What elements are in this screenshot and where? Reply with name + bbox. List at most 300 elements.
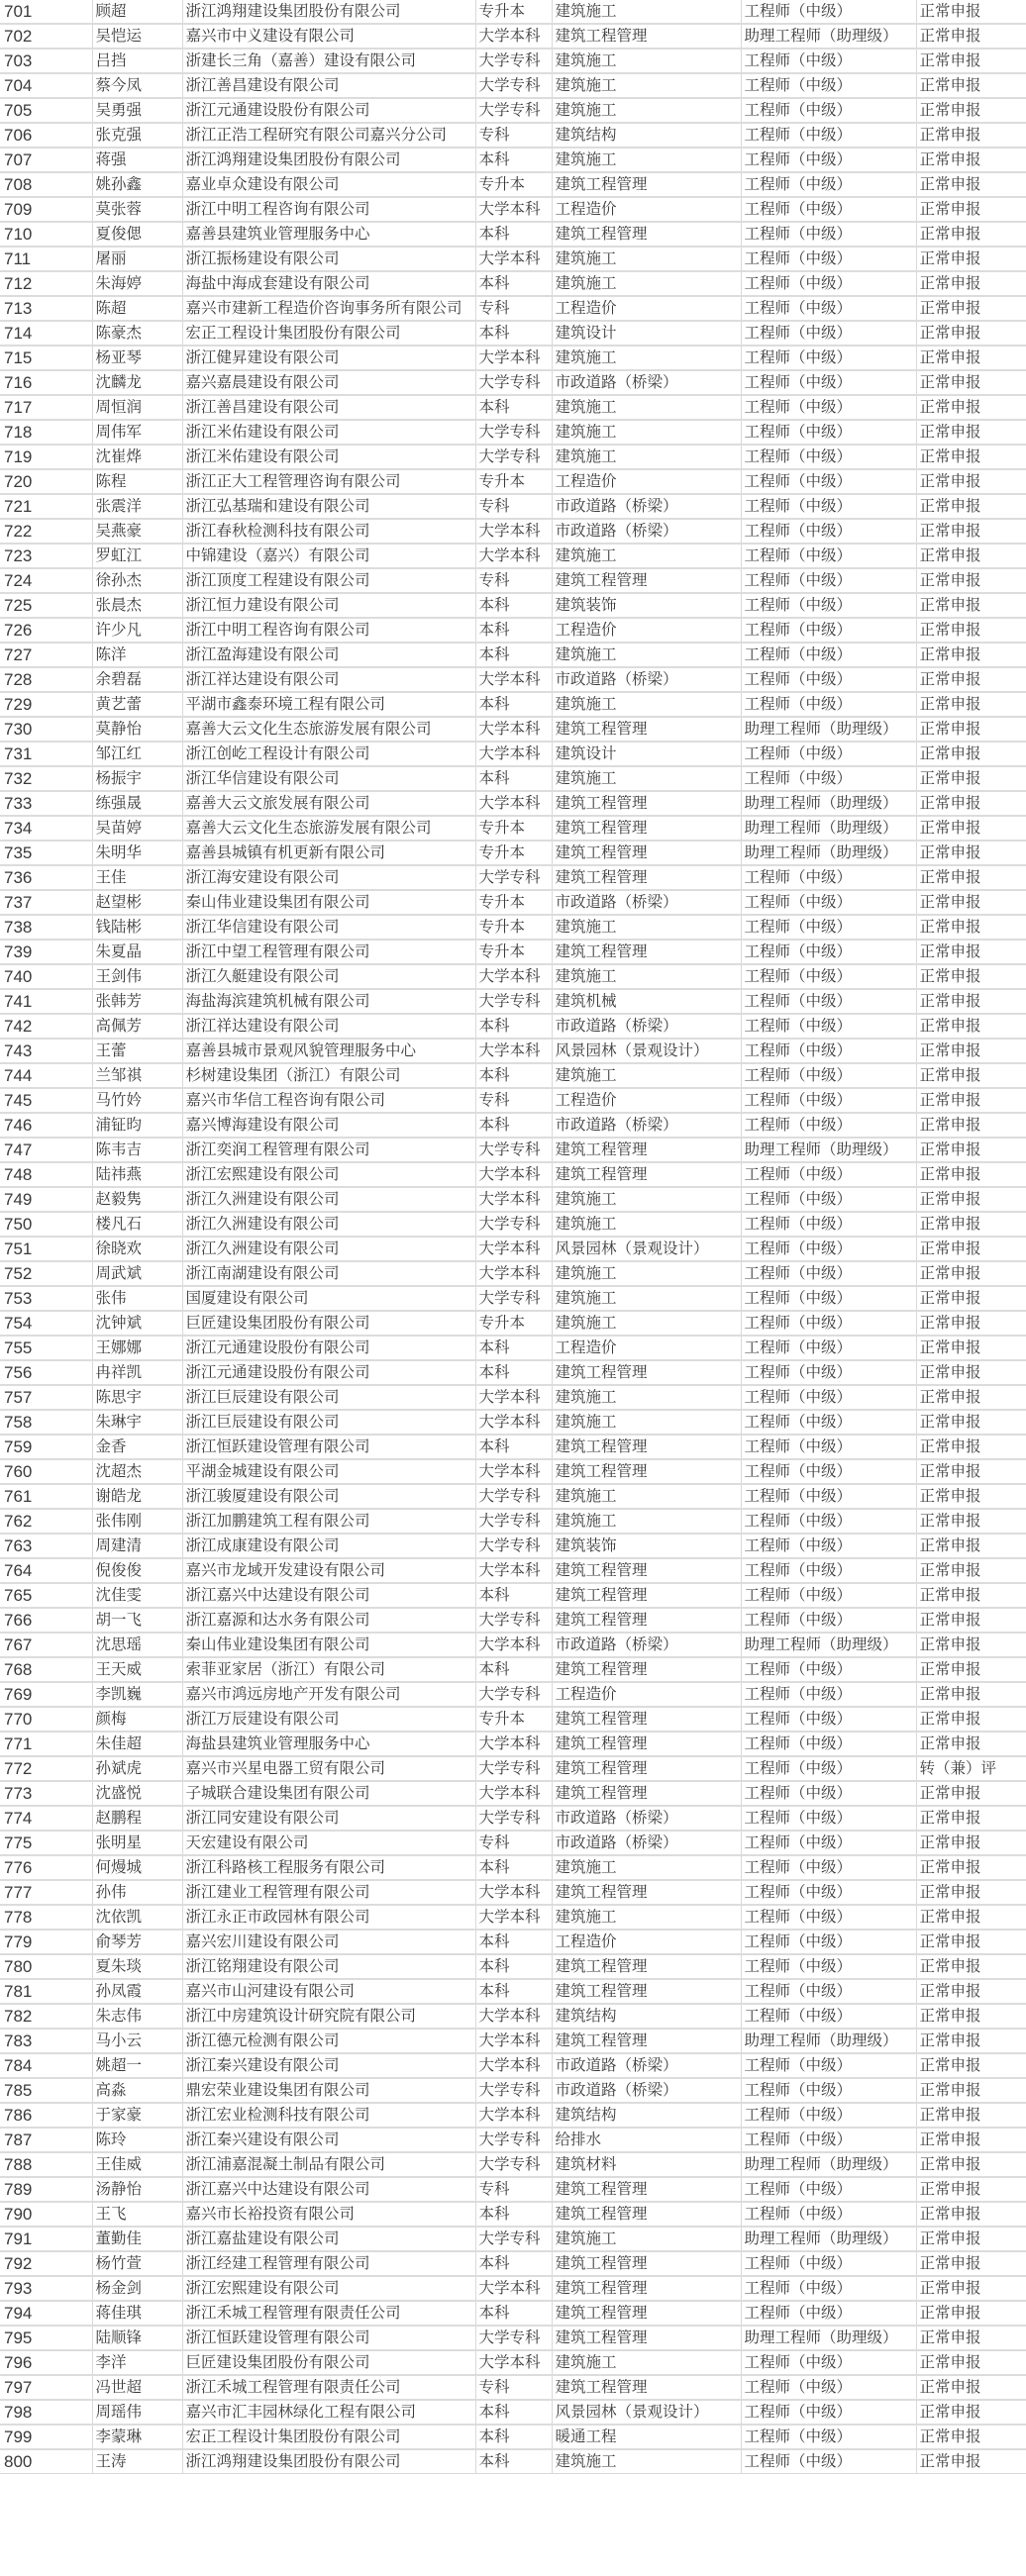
qualification-cell: 工程师（中级） (741, 1237, 916, 1261)
employer-cell: 子城联合建设集团有限公司 (182, 1781, 475, 1806)
education-cell: 本科 (475, 1435, 552, 1459)
employer-cell: 浙江科路核工程服务有限公司 (182, 1855, 475, 1880)
employer-cell: 浙江盈海建设有限公司 (182, 643, 475, 667)
application-type-cell: 正常申报 (916, 989, 1026, 1014)
applicant-name-cell: 高淼 (92, 2078, 182, 2103)
employer-cell: 平湖金城建设有限公司 (182, 1459, 475, 1484)
row-number-cell: 761 (0, 1484, 92, 1509)
major-cell: 建筑工程管理 (552, 1138, 741, 1162)
employer-cell: 浙江经建工程管理有限公司 (182, 2251, 475, 2276)
employer-cell: 浙江久洲建设有限公司 (182, 1187, 475, 1212)
application-type-cell: 正常申报 (916, 940, 1026, 964)
major-cell: 建筑工程管理 (552, 2375, 741, 2400)
application-type-cell: 正常申报 (916, 1261, 1026, 1286)
employer-cell: 浙江永正市政园林有限公司 (182, 1905, 475, 1930)
qualification-cell: 工程师（中级） (741, 865, 916, 890)
row-number-cell: 756 (0, 1360, 92, 1385)
applicant-name-cell: 王娜娜 (92, 1336, 182, 1360)
application-type-cell: 正常申报 (916, 2326, 1026, 2350)
applicant-name-cell: 杨振宇 (92, 766, 182, 791)
employer-cell: 海盐县建筑业管理服务中心 (182, 1732, 475, 1756)
table-row (0, 2301, 1026, 2326)
education-cell: 专科 (475, 123, 552, 148)
qualification-cell: 工程师（中级） (741, 1756, 916, 1781)
major-cell: 建筑施工 (552, 2350, 741, 2375)
major-cell: 风景园林（景观设计） (552, 2400, 741, 2425)
qualification-cell: 工程师（中级） (741, 2202, 916, 2227)
education-cell: 专升本 (475, 0, 552, 24)
employer-cell: 嘉兴嘉晨建设有限公司 (182, 370, 475, 395)
application-type-cell: 正常申报 (916, 1088, 1026, 1113)
major-cell: 建筑施工 (552, 445, 741, 469)
table-row (0, 692, 1026, 717)
application-type-cell: 正常申报 (916, 1930, 1026, 1954)
education-cell: 大学专科 (475, 865, 552, 890)
table-row (0, 890, 1026, 915)
major-cell: 建筑施工 (552, 1311, 741, 1336)
qualification-cell: 工程师（中级） (741, 1558, 916, 1583)
qualification-cell: 工程师（中级） (741, 1831, 916, 1855)
row-number-cell: 798 (0, 2400, 92, 2425)
table-row (0, 1583, 1026, 1608)
education-cell: 大学本科 (475, 1237, 552, 1261)
qualification-cell: 助理工程师（助理级） (741, 1138, 916, 1162)
employer-cell: 嘉兴市中义建设有限公司 (182, 24, 475, 49)
applicant-name-cell: 蒋强 (92, 148, 182, 172)
education-cell: 本科 (475, 2449, 552, 2474)
education-cell: 大学本科 (475, 247, 552, 271)
table-row (0, 1484, 1026, 1509)
education-cell: 大学本科 (475, 2053, 552, 2078)
table-row (0, 1113, 1026, 1138)
table-row (0, 742, 1026, 766)
major-cell: 市政道路（桥梁） (552, 1633, 741, 1657)
major-cell: 建筑施工 (552, 1187, 741, 1212)
employer-cell: 嘉善县城镇有机更新有限公司 (182, 841, 475, 865)
application-type-cell: 正常申报 (916, 593, 1026, 618)
qualification-cell: 工程师（中级） (741, 1286, 916, 1311)
table-row (0, 247, 1026, 271)
applicant-name-cell: 马小云 (92, 2029, 182, 2053)
application-type-cell: 正常申报 (916, 816, 1026, 841)
row-number-cell: 782 (0, 2004, 92, 2029)
table-row (0, 1930, 1026, 1954)
application-type-cell: 正常申报 (916, 1682, 1026, 1707)
row-number-cell: 744 (0, 1063, 92, 1088)
application-type-cell: 正常申报 (916, 2078, 1026, 2103)
qualification-cell: 工程师（中级） (741, 197, 916, 222)
major-cell: 建筑施工 (552, 49, 741, 73)
education-cell: 大学专科 (475, 2152, 552, 2177)
major-cell: 建筑工程管理 (552, 1756, 741, 1781)
major-cell: 建筑施工 (552, 98, 741, 123)
education-cell: 本科 (475, 1930, 552, 1954)
employer-cell: 宏正工程设计集团股份有限公司 (182, 321, 475, 346)
table-row (0, 816, 1026, 841)
application-type-cell: 正常申报 (916, 1237, 1026, 1261)
application-type-cell: 正常申报 (916, 742, 1026, 766)
row-number-cell: 703 (0, 49, 92, 73)
major-cell: 工程造价 (552, 296, 741, 321)
application-type-cell: 正常申报 (916, 420, 1026, 445)
table-row (0, 1187, 1026, 1212)
table-row (0, 2053, 1026, 2078)
row-number-cell: 781 (0, 1979, 92, 2004)
application-type-cell: 正常申报 (916, 1014, 1026, 1039)
row-number-cell: 754 (0, 1311, 92, 1336)
application-type-cell: 正常申报 (916, 1583, 1026, 1608)
applicant-name-cell: 张明星 (92, 1831, 182, 1855)
education-cell: 大学专科 (475, 370, 552, 395)
row-number-cell: 710 (0, 222, 92, 247)
employer-cell: 浙江中明工程咨询有限公司 (182, 197, 475, 222)
employer-cell: 浙江春秋检测科技有限公司 (182, 519, 475, 544)
applicant-name-cell: 沈盛悦 (92, 1781, 182, 1806)
major-cell: 建筑工程管理 (552, 2326, 741, 2350)
major-cell: 建筑施工 (552, 0, 741, 24)
row-number-cell: 763 (0, 1534, 92, 1558)
education-cell: 大学本科 (475, 519, 552, 544)
education-cell: 大学专科 (475, 1509, 552, 1534)
education-cell: 大学本科 (475, 1162, 552, 1187)
application-type-cell: 正常申报 (916, 73, 1026, 98)
application-type-cell: 正常申报 (916, 2103, 1026, 2128)
application-type-cell: 正常申报 (916, 1410, 1026, 1435)
education-cell: 本科 (475, 2202, 552, 2227)
education-cell: 大学本科 (475, 544, 552, 568)
table-row (0, 1039, 1026, 1063)
application-type-cell: 正常申报 (916, 98, 1026, 123)
education-cell: 大学本科 (475, 1261, 552, 1286)
qualification-cell: 助理工程师（助理级） (741, 2227, 916, 2251)
education-cell: 大学本科 (475, 2004, 552, 2029)
qualification-cell: 工程师（中级） (741, 469, 916, 494)
qualification-cell: 工程师（中级） (741, 2103, 916, 2128)
application-type-cell: 正常申报 (916, 24, 1026, 49)
application-type-cell: 正常申报 (916, 1781, 1026, 1806)
applicant-name-cell: 赵毅隽 (92, 1187, 182, 1212)
application-type-cell: 正常申报 (916, 1732, 1026, 1756)
employer-cell: 浙江海安建设有限公司 (182, 865, 475, 890)
application-type-cell: 正常申报 (916, 1039, 1026, 1063)
application-type-cell: 正常申报 (916, 2276, 1026, 2301)
application-type-cell: 正常申报 (916, 1880, 1026, 1905)
applicant-name-cell: 黄艺蕾 (92, 692, 182, 717)
education-cell: 大学专科 (475, 1138, 552, 1162)
education-cell: 大学本科 (475, 1385, 552, 1410)
table-row (0, 1138, 1026, 1162)
row-number-cell: 749 (0, 1187, 92, 1212)
employer-cell: 浙江中望工程管理有限公司 (182, 940, 475, 964)
application-type-cell: 正常申报 (916, 1435, 1026, 1459)
row-number-cell: 735 (0, 841, 92, 865)
applicant-name-cell: 王剑伟 (92, 964, 182, 989)
applicant-name-cell: 朱志伟 (92, 2004, 182, 2029)
table-row (0, 49, 1026, 73)
qualification-cell: 工程师（中级） (741, 172, 916, 197)
table-row (0, 1905, 1026, 1930)
qualification-cell: 工程师（中级） (741, 1014, 916, 1039)
employer-cell: 浙江嘉盐建设有限公司 (182, 2227, 475, 2251)
major-cell: 给排水 (552, 2128, 741, 2152)
major-cell: 工程造价 (552, 1336, 741, 1360)
table-row (0, 618, 1026, 643)
employer-cell: 索菲亚家居（浙江）有限公司 (182, 1657, 475, 1682)
major-cell: 建筑工程管理 (552, 1162, 741, 1187)
qualification-cell: 工程师（中级） (741, 1682, 916, 1707)
education-cell: 大学专科 (475, 1682, 552, 1707)
education-cell: 本科 (475, 1360, 552, 1385)
applicant-name-cell: 于家豪 (92, 2103, 182, 2128)
application-type-cell: 正常申报 (916, 692, 1026, 717)
applicant-name-cell: 蔡今凤 (92, 73, 182, 98)
applicant-name-cell: 朱明华 (92, 841, 182, 865)
employer-cell: 嘉兴市汇丰园林绿化工程有限公司 (182, 2400, 475, 2425)
row-number-cell: 724 (0, 568, 92, 593)
row-number-cell: 762 (0, 1509, 92, 1534)
education-cell: 大学本科 (475, 1905, 552, 1930)
education-cell: 专升本 (475, 890, 552, 915)
qualification-cell: 工程师（中级） (741, 395, 916, 420)
row-number-cell: 740 (0, 964, 92, 989)
table-row (0, 717, 1026, 742)
row-number-cell: 731 (0, 742, 92, 766)
major-cell: 市政道路（桥梁） (552, 1014, 741, 1039)
table-row (0, 1311, 1026, 1336)
applicant-name-cell: 沈麟龙 (92, 370, 182, 395)
major-cell: 建筑施工 (552, 1063, 741, 1088)
table-row (0, 2078, 1026, 2103)
employer-cell: 浙江嘉兴中达建设有限公司 (182, 2177, 475, 2202)
education-cell: 专科 (475, 1831, 552, 1855)
employer-cell: 浙江禾城工程管理有限责任公司 (182, 2375, 475, 2400)
table-row (0, 2227, 1026, 2251)
qualification-cell: 工程师（中级） (741, 667, 916, 692)
qualification-cell: 工程师（中级） (741, 2449, 916, 2474)
major-cell: 建筑工程管理 (552, 1880, 741, 1905)
row-number-cell: 790 (0, 2202, 92, 2227)
application-type-cell: 正常申报 (916, 2053, 1026, 2078)
employer-cell: 嘉业卓众建设有限公司 (182, 172, 475, 197)
application-type-cell: 正常申报 (916, 1558, 1026, 1583)
major-cell: 工程造价 (552, 618, 741, 643)
major-cell: 市政道路（桥梁） (552, 494, 741, 519)
education-cell: 大学本科 (475, 1558, 552, 1583)
major-cell: 建筑装饰 (552, 1534, 741, 1558)
applicant-name-cell: 孙凤霞 (92, 1979, 182, 2004)
qualification-cell: 助理工程师（助理级） (741, 2152, 916, 2177)
major-cell: 工程造价 (552, 1930, 741, 1954)
row-number-cell: 787 (0, 2128, 92, 2152)
employer-cell: 浙江久洲建设有限公司 (182, 1212, 475, 1237)
employer-cell: 浙江创屹工程设计有限公司 (182, 742, 475, 766)
application-type-cell: 正常申报 (916, 2177, 1026, 2202)
qualification-cell: 工程师（中级） (741, 989, 916, 1014)
applicant-name-cell: 李凯巍 (92, 1682, 182, 1707)
applicant-name-cell: 沈依凯 (92, 1905, 182, 1930)
applicant-name-cell: 莫张蓉 (92, 197, 182, 222)
application-type-cell: 正常申报 (916, 2449, 1026, 2474)
employer-cell: 浙江嘉源和达水务有限公司 (182, 1608, 475, 1633)
education-cell: 本科 (475, 1954, 552, 1979)
employer-cell: 巨匠建设集团股份有限公司 (182, 1311, 475, 1336)
education-cell: 大学本科 (475, 964, 552, 989)
major-cell: 市政道路（桥梁） (552, 370, 741, 395)
qualification-cell: 工程师（中级） (741, 915, 916, 940)
education-cell: 专科 (475, 568, 552, 593)
employer-cell: 浙江正浩工程研究有限公司嘉兴分公司 (182, 123, 475, 148)
table-row (0, 2326, 1026, 2350)
education-cell: 本科 (475, 2251, 552, 2276)
applicant-name-cell: 陈韦吉 (92, 1138, 182, 1162)
applicant-name-cell: 张晨杰 (92, 593, 182, 618)
qualification-cell: 工程师（中级） (741, 2350, 916, 2375)
row-number-cell: 778 (0, 1905, 92, 1930)
row-number-cell: 707 (0, 148, 92, 172)
education-cell: 本科 (475, 1014, 552, 1039)
row-number-cell: 794 (0, 2301, 92, 2326)
employer-cell: 鼎宏荣业建设集团有限公司 (182, 2078, 475, 2103)
table-row (0, 1979, 1026, 2004)
major-cell: 建筑设计 (552, 321, 741, 346)
major-cell: 建筑结构 (552, 123, 741, 148)
major-cell: 建筑工程管理 (552, 222, 741, 247)
major-cell: 风景园林（景观设计） (552, 1039, 741, 1063)
major-cell: 建筑机械 (552, 989, 741, 1014)
applicant-name-cell: 王佳 (92, 865, 182, 890)
table-row (0, 1063, 1026, 1088)
employer-cell: 嘉兴市华信工程咨询有限公司 (182, 1088, 475, 1113)
major-cell: 建筑工程管理 (552, 1954, 741, 1979)
qualification-cell: 工程师（中级） (741, 445, 916, 469)
education-cell: 大学专科 (475, 2078, 552, 2103)
applicant-name-cell: 徐孙杰 (92, 568, 182, 593)
applicant-name-cell: 董勤佳 (92, 2227, 182, 2251)
major-cell: 建筑工程管理 (552, 2301, 741, 2326)
row-number-cell: 795 (0, 2326, 92, 2350)
major-cell: 建筑工程管理 (552, 865, 741, 890)
table-row (0, 1682, 1026, 1707)
row-number-cell: 727 (0, 643, 92, 667)
qualification-cell: 工程师（中级） (741, 1459, 916, 1484)
row-number-cell: 752 (0, 1261, 92, 1286)
row-number-cell: 785 (0, 2078, 92, 2103)
qualification-cell: 工程师（中级） (741, 593, 916, 618)
major-cell: 建筑施工 (552, 148, 741, 172)
employer-cell: 浙江鸿翔建设集团股份有限公司 (182, 148, 475, 172)
major-cell: 建筑施工 (552, 964, 741, 989)
applicant-name-cell: 许少凡 (92, 618, 182, 643)
application-type-cell: 正常申报 (916, 0, 1026, 24)
application-type-cell: 转（兼）评 (916, 1756, 1026, 1781)
education-cell: 专科 (475, 1088, 552, 1113)
applicant-name-cell: 周伟军 (92, 420, 182, 445)
application-type-cell: 正常申报 (916, 1286, 1026, 1311)
table-row (0, 643, 1026, 667)
qualification-cell: 工程师（中级） (741, 1930, 916, 1954)
major-cell: 建筑工程管理 (552, 1781, 741, 1806)
application-type-cell: 正常申报 (916, 1534, 1026, 1558)
application-type-cell: 正常申报 (916, 2301, 1026, 2326)
table-row (0, 1657, 1026, 1682)
qualification-cell: 工程师（中级） (741, 1410, 916, 1435)
qualification-cell: 工程师（中级） (741, 1583, 916, 1608)
row-number-cell: 788 (0, 2152, 92, 2177)
qualification-cell: 工程师（中级） (741, 2177, 916, 2202)
education-cell: 本科 (475, 1113, 552, 1138)
qualification-cell: 工程师（中级） (741, 49, 916, 73)
employer-cell: 嘉善大云文旅发展有限公司 (182, 791, 475, 816)
table-row (0, 940, 1026, 964)
education-cell: 专升本 (475, 940, 552, 964)
table-row (0, 1781, 1026, 1806)
table-row (0, 2251, 1026, 2276)
application-type-cell: 正常申报 (916, 2004, 1026, 2029)
major-cell: 市政道路（桥梁） (552, 1113, 741, 1138)
table-row (0, 1831, 1026, 1855)
row-number-cell: 741 (0, 989, 92, 1014)
row-number-cell: 780 (0, 1954, 92, 1979)
education-cell: 大学本科 (475, 2103, 552, 2128)
row-number-cell: 728 (0, 667, 92, 692)
row-number-cell: 704 (0, 73, 92, 98)
education-cell: 专升本 (475, 172, 552, 197)
application-type-cell: 正常申报 (916, 841, 1026, 865)
employer-cell: 浙江鸿翔建设集团股份有限公司 (182, 2449, 475, 2474)
table-row (0, 1509, 1026, 1534)
applicant-name-cell: 李洋 (92, 2350, 182, 2375)
qualification-cell: 工程师（中级） (741, 1880, 916, 1905)
major-cell: 建筑施工 (552, 1212, 741, 1237)
table-row (0, 2276, 1026, 2301)
row-number-cell: 742 (0, 1014, 92, 1039)
education-cell: 大学专科 (475, 445, 552, 469)
major-cell: 建筑施工 (552, 692, 741, 717)
education-cell: 专升本 (475, 841, 552, 865)
qualification-cell: 工程师（中级） (741, 1732, 916, 1756)
table-row (0, 2202, 1026, 2227)
table-row (0, 420, 1026, 445)
applicant-name-cell: 夏俊偲 (92, 222, 182, 247)
row-number-cell: 715 (0, 346, 92, 370)
qualification-cell: 助理工程师（助理级） (741, 816, 916, 841)
row-number-cell: 711 (0, 247, 92, 271)
table-row (0, 1286, 1026, 1311)
applicant-name-cell: 吕挡 (92, 49, 182, 73)
employer-cell: 浙江恒跃建设管理有限公司 (182, 2326, 475, 2350)
application-type-cell: 正常申报 (916, 321, 1026, 346)
major-cell: 建筑结构 (552, 2103, 741, 2128)
qualification-cell: 工程师（中级） (741, 1360, 916, 1385)
qualification-cell: 工程师（中级） (741, 1905, 916, 1930)
applicant-name-cell: 冉祥凯 (92, 1360, 182, 1385)
table-row (0, 1014, 1026, 1039)
employer-cell: 浙江秦兴建设有限公司 (182, 2128, 475, 2152)
row-number-cell: 729 (0, 692, 92, 717)
application-type-cell: 正常申报 (916, 49, 1026, 73)
row-number-cell: 733 (0, 791, 92, 816)
applicant-name-cell: 王佳威 (92, 2152, 182, 2177)
table-row (0, 148, 1026, 172)
applicant-name-cell: 夏朱琰 (92, 1954, 182, 1979)
education-cell: 大学本科 (475, 24, 552, 49)
applicant-name-cell: 沈钟斌 (92, 1311, 182, 1336)
applicant-name-cell: 屠丽 (92, 247, 182, 271)
major-cell: 建筑施工 (552, 247, 741, 271)
major-cell: 建筑工程管理 (552, 816, 741, 841)
education-cell: 大学本科 (475, 1187, 552, 1212)
row-number-cell: 720 (0, 469, 92, 494)
